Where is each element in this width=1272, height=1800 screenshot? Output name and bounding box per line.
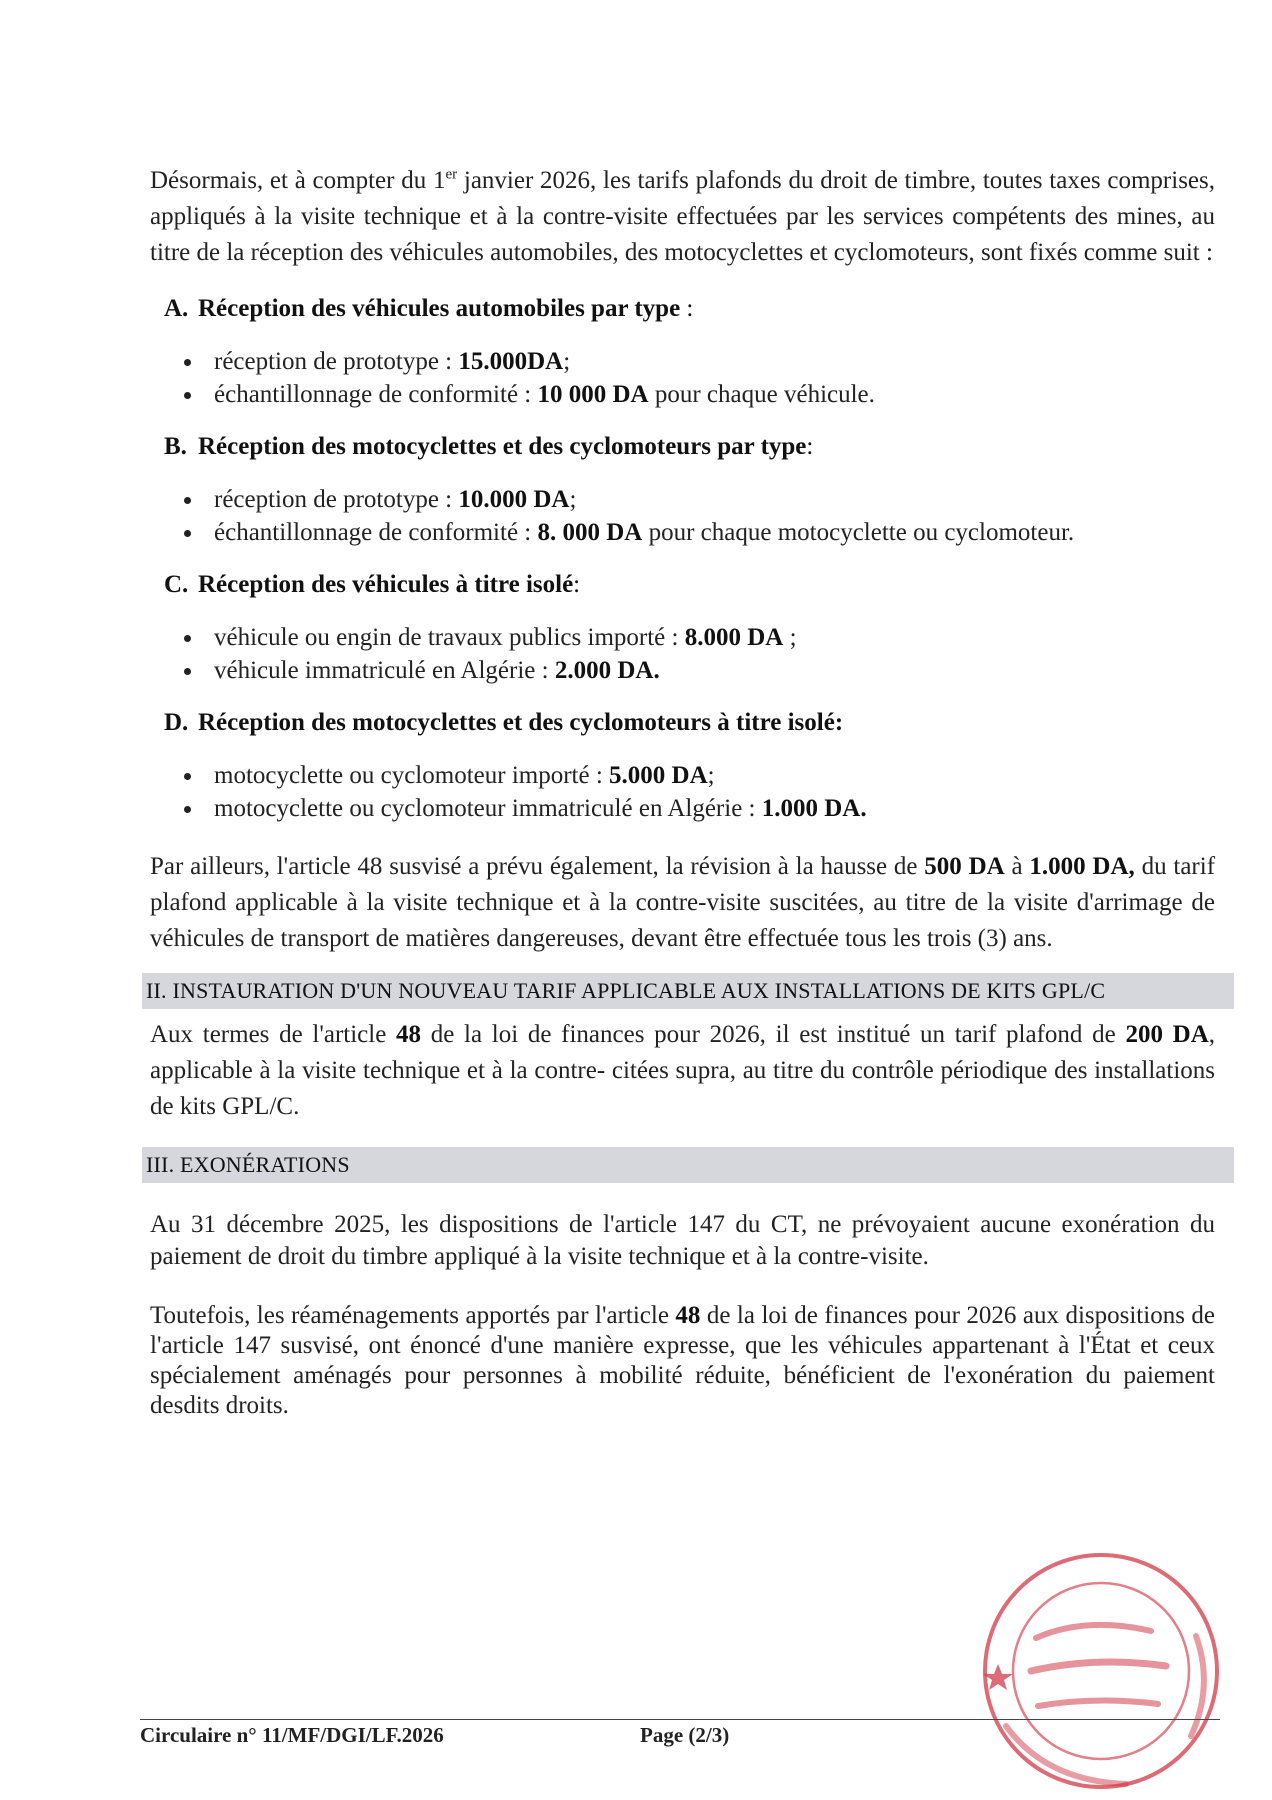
section-c-suffix: : bbox=[573, 571, 581, 598]
section-c-letter: C. bbox=[164, 571, 189, 598]
section-b-title: Réception des motocyclettes et des cyclomoteurs par type bbox=[198, 433, 807, 460]
bullet-icon bbox=[184, 773, 191, 780]
list-item: véhicule immatriculé en Algérie : 2.000 DA. bbox=[150, 654, 1215, 687]
section-a-heading bbox=[150, 295, 1215, 323]
footer-reference: Circulaire n° 11/MF/DGI/LF.2026 bbox=[140, 1723, 444, 1747]
section-3-paragraph-1: Au 31 décembre 2025, les dispositions de l'article 147 du CT, ne prévoyaient aucune exonération du paiement de droit du timbre appliqué à la visite technique et à la contre-visite. bbox=[150, 1211, 1215, 1270]
bullet-icon bbox=[184, 635, 191, 642]
par-ailleurs-paragraph: Par ailleurs, l'article 48 susvisé a prévu également, la révision à la hausse de 500 DA à 1.000 DA, du tarif plafond applicable à la visite technique et à la contre-visite suscitées, au titre de la visite d'arrimage de véhicules de transport de matières dangereuses, devant être effectuée tous les trois (3) ans. bbox=[150, 853, 1216, 952]
section-b-letter: B. bbox=[164, 433, 187, 460]
bullet-icon bbox=[184, 806, 191, 813]
section-d-title: Réception des motocyclettes et des cyclomoteurs à titre isolé: bbox=[198, 709, 844, 736]
section-b-suffix: : bbox=[806, 433, 814, 460]
list-item: échantillonnage de conformité : 10 000 DA pour chaque véhicule. bbox=[150, 378, 1215, 411]
bullet-icon bbox=[184, 392, 191, 399]
document-body bbox=[146, 163, 1216, 1421]
list-item: réception de prototype : 10.000 DA; bbox=[150, 483, 1215, 516]
footer-divider bbox=[140, 1719, 1220, 1720]
section-c-list bbox=[150, 621, 1215, 687]
intro-paragraph bbox=[150, 163, 1215, 271]
intro-superscript: er bbox=[445, 166, 458, 183]
section-d-list bbox=[150, 759, 1215, 825]
section-a-list bbox=[150, 345, 1215, 411]
intro-text-1: Désormais, et à compter du 1 bbox=[150, 167, 446, 194]
list-item: échantillonnage de conformité : 8. 000 DA pour chaque motocyclette ou cyclomoteur. bbox=[150, 516, 1215, 549]
bullet-icon bbox=[184, 530, 191, 537]
section-c-title: Réception des véhicules à titre isolé bbox=[198, 571, 574, 598]
section-a bbox=[150, 295, 1215, 411]
section-b-heading bbox=[150, 433, 1215, 461]
section-3-heading: III. EXONÉRATIONS bbox=[142, 1147, 1234, 1183]
section-b bbox=[150, 433, 1215, 549]
section-a-letter: A. bbox=[164, 295, 189, 322]
section-c-heading bbox=[150, 571, 1215, 599]
footer-page-number: Page (2/3) bbox=[640, 1723, 730, 1747]
list-item: motocyclette ou cyclomoteur immatriculé en Algérie : 1.000 DA. bbox=[150, 792, 1215, 825]
section-a-suffix: : bbox=[680, 295, 694, 322]
list-item: réception de prototype : 15.000DA; bbox=[150, 345, 1215, 378]
section-2-heading: II. INSTAURATION D'UN NOUVEAU TARIF APPLICABLE AUX INSTALLATIONS DE KITS GPL/C bbox=[142, 973, 1234, 1009]
official-stamp bbox=[976, 1546, 1226, 1796]
list-item: véhicule ou engin de travaux publics importé : 8.000 DA ; bbox=[150, 621, 1215, 654]
intro-text-2: janvier 2026, les tarifs plafonds du droit de timbre, toutes taxes comprises, appliqués à la visite technique et à la contre-visite effectuées par les services compétents des mines, au titre de la réception des véhicules automobiles, des motocyclettes et cyclomoteurs, sont fixés comme suit : bbox=[150, 167, 1216, 266]
section-2-paragraph: Aux termes de l'article 48 de la loi de finances pour 2026, il est institué un tarif plafond de 200 DA, applicable à la visite technique et à la contre- citées supra, au titre du contrôle périodique des installations de kits GPL/C. bbox=[150, 1021, 1215, 1120]
bullet-icon bbox=[184, 497, 191, 504]
list-item: motocyclette ou cyclomoteur importé : 5.000 DA; bbox=[150, 759, 1215, 792]
section-d-letter: D. bbox=[164, 709, 189, 736]
bullet-icon bbox=[184, 668, 191, 675]
section-a-title: Réception des véhicules automobiles par type bbox=[198, 295, 681, 322]
section-d-heading bbox=[150, 709, 1215, 737]
section-d bbox=[150, 709, 1215, 825]
bullet-icon bbox=[184, 359, 191, 366]
section-3-paragraph-2: Toutefois, les réaménagements apportés par l'article 48 de la loi de finances pour 2026 aux dispositions de l'article 147 susvisé, ont énoncé d'une manière expresse, que les véhicules appartenant à l'État et ceux spécialement aménagés pour personnes à mobilité réduite, bénéficient de l'exonération du paiement desdits droits. bbox=[150, 1302, 1215, 1419]
section-c bbox=[150, 571, 1215, 687]
section-b-list bbox=[150, 483, 1215, 549]
